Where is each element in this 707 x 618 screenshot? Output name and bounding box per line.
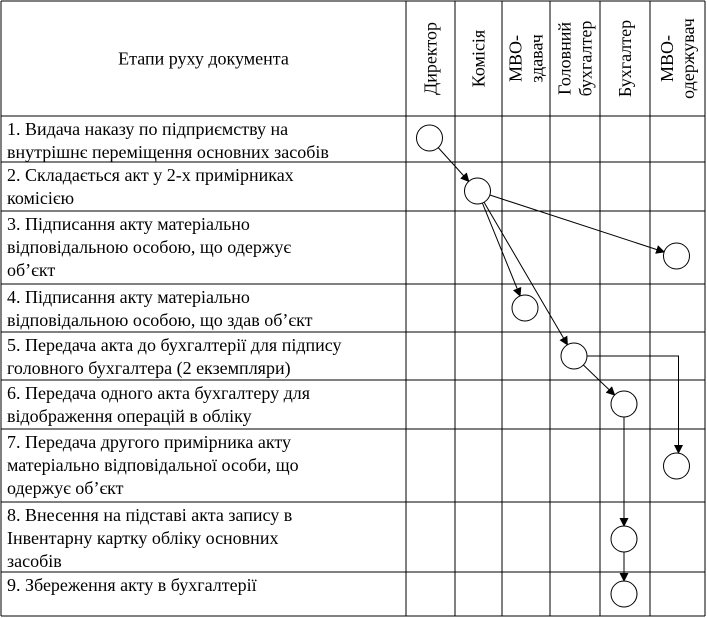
stage-row-line: комісією: [7, 188, 75, 208]
stage-row-line: відображення операцій в обліку: [7, 406, 252, 426]
stage-row: [7, 214, 291, 280]
stage-row-line: 7. Передача другого примірника акту: [7, 432, 292, 452]
stage-row-line: відповідальною особою, що одержує: [7, 237, 292, 257]
participant-header-director: [421, 22, 441, 95]
stage-row-line: 2. Складається акт у 2-х примірниках: [7, 165, 294, 185]
participant-header-line: одержувач: [678, 18, 698, 99]
stage-row-line: головного бухгалтера (2 екземпляри): [7, 358, 291, 378]
participant-header-line: Директор: [420, 21, 441, 96]
flow-arrow: [490, 195, 664, 252]
stage-row-line: відповідальною особою, що здав об’єкт: [7, 310, 313, 330]
stage-row-line: засобів: [7, 551, 62, 571]
participant-header-line: МВО-: [657, 34, 677, 83]
stage-row-line: 3. Підписання акту матеріально: [7, 214, 250, 234]
stage-row-line: матеріально відповідальної особи, що: [7, 455, 299, 475]
flow-arrows: [438, 148, 678, 581]
flow-node: [664, 453, 690, 479]
flow-node: [611, 391, 637, 417]
participant-header-line: МВО-: [505, 34, 526, 83]
participant-header-mvo-receiver: [657, 18, 698, 99]
table-header: [118, 18, 698, 99]
stage-row-line: одержує об’єкт: [7, 478, 124, 498]
flow-node: [611, 581, 637, 607]
stage-row-line: 8. Внесення на підставі акта запису в: [7, 505, 293, 525]
flow-node: [664, 243, 690, 269]
stage-row: [7, 119, 329, 162]
stage-row-line: 9. Збереження акту в бухгалтерії: [7, 575, 257, 595]
participant-header-line: бухгалтер: [575, 20, 596, 97]
stage-row-line: внутрішнє переміщення основних засобів: [7, 142, 329, 162]
participant-header-commission: [469, 30, 489, 87]
stage-row-line: 1. Видача наказу по підприємству на: [7, 119, 289, 139]
flow-arrow: [484, 202, 567, 345]
participant-header-line: Головний: [554, 22, 575, 95]
participant-header-line: Бухгалтер: [615, 19, 635, 98]
stage-row-line: об’єкт: [7, 260, 56, 280]
stage-row: [7, 287, 313, 330]
participant-header-chief-accountant: [555, 21, 596, 97]
stage-row: [7, 575, 257, 595]
flow-node: [611, 526, 637, 552]
participant-header-accountant: [615, 20, 635, 97]
flow-node: [465, 178, 491, 204]
participant-header-line: здавач: [526, 34, 547, 83]
participant-header-mvo-giver: [506, 34, 547, 83]
stage-row: [7, 335, 342, 379]
flow-arrow: [438, 148, 469, 182]
stage-row-line: Інвентарну картку обліку основних: [7, 528, 279, 548]
stage-row: [7, 432, 299, 498]
stage-row-line: 4. Підписання акту матеріально: [7, 287, 250, 307]
stage-row-line: 6. Передача одного акта бухгалтеру для: [7, 383, 311, 403]
stage-column-header: Етапи руху документа: [118, 48, 289, 69]
stage-row-line: 5. Передача акта до бухгалтерії для підпису: [7, 335, 342, 355]
flow-nodes: [417, 125, 690, 607]
flow-arrow: [482, 203, 520, 296]
flow-node: [417, 125, 443, 151]
stage-row: [7, 505, 292, 571]
flow-node: [512, 295, 538, 321]
stage-row: [7, 165, 294, 208]
table-rows: [7, 119, 342, 595]
stage-row: [7, 383, 310, 426]
participant-header-line: Комісія: [468, 29, 489, 88]
flow-node: [561, 343, 587, 369]
